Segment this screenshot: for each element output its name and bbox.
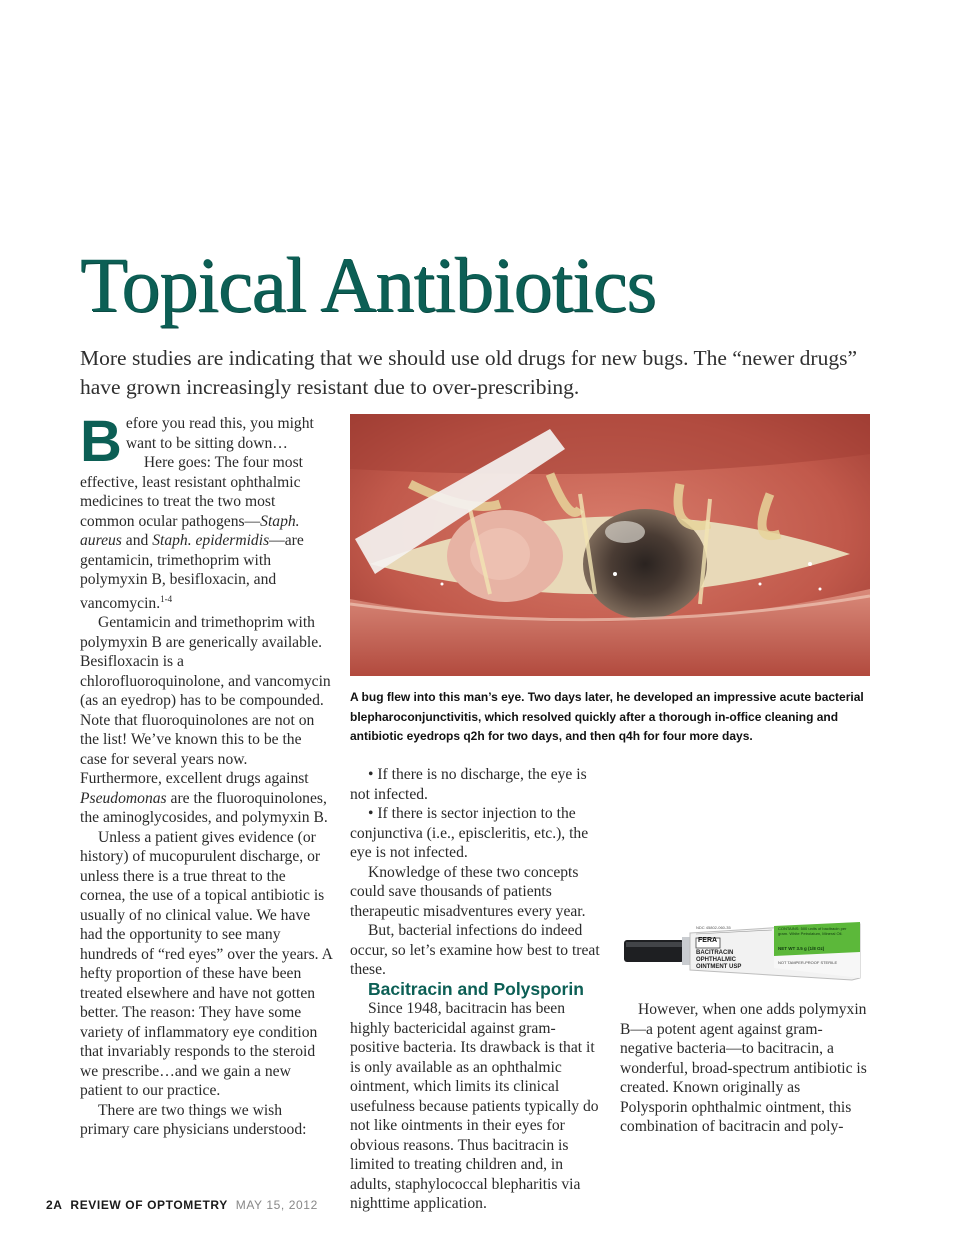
- tube-contains-text: CONTAINS: 500 units of bacitracin per gram. White Petrolatum, Mineral Oil.: [778, 926, 847, 936]
- blepharoconjunctivitis-image: [350, 414, 870, 676]
- pseudomonas-term: Pseudomonas: [80, 789, 167, 807]
- article-deck: More studies are indicating that we should use old drugs for new bugs. The “newer drugs” have grown increasingly resistant due to over-prescribing.: [80, 346, 858, 399]
- page-number: 2A: [46, 1198, 63, 1212]
- generics-text-end: are the fluoroquinolones, the aminoglycosides, and polymyxin B.: [80, 789, 328, 827]
- bullet-sector-injection: • If there is sector injection to the conjunctiva (i.e., episcleritis, etc.), the eye is not infected.: [350, 805, 589, 861]
- paragraph-two-things: There are two things we wish primary care physicians understood:: [80, 1101, 307, 1139]
- paragraph-bacitracin: Since 1948, bacitracin has been highly bactericidal against gram-positive bacteria. Its drawback is that it is only available as an ophthalmic ointment, which limits its clinical usefulness because patients typically do not like ointments in their eyes for obvious reasons. Thus bacitracin is limited to treating children and, in adults, staphylococcal blepharitis via nighttime application.: [350, 1000, 599, 1212]
- body-column-1: [80, 409, 333, 1140]
- tube-sterile-text: NOT TAMPER-PROOF STERILE: [778, 960, 838, 965]
- paragraph-generics: [80, 613, 332, 828]
- paragraph-knowledge: Knowledge of these two concepts could save thousands of patients therapeutic misadventures every year.: [350, 863, 586, 920]
- body-column-2: [350, 765, 602, 1214]
- paragraph-red-eyes: Unless a patient gives evidence (or history) of mucopurulent discharge, or unless there is a true threat to the cornea, the use of a topical antibiotic is usually of no clinical value. We have had the opportunity to see many hundreds of “red eyes” over the years. A hefty proportion of these have been treated elsewhere and have not gotten better. The reason: They have some variety of inflammatory eye condition that invariably responds to the steroid we prescribe…and we gain a new patient to our practice.: [80, 828, 333, 1100]
- bacitracin-tube-image: [624, 918, 864, 988]
- paragraph-intro: [80, 409, 332, 474]
- paragraph-polysporin: However, when one adds polymyxin B—a potent agent against gram-negative bacteria—to bacitracin, a wonderful, broad-spectrum antibiotic is created. Known originally as Polysporin ophthalmic ointment, this combination of bacitracin and poly-: [620, 1001, 867, 1135]
- intro-text: efore you read this, you might want to be sitting down…: [125, 415, 314, 452]
- photo-caption: A bug flew into this man’s eye. Two days later, he developed an impressive acute bacterial blepharoconjunctivitis, which resolved quickly after a thorough in-office cleaning and antibiotic eyedrops q2h for two days, and then q4h for four more days.: [350, 690, 864, 743]
- tube-net-weight-text: NET WT 3.5 g (1/8 Oz): [778, 946, 825, 951]
- issue-date: MAY 15, 2012: [235, 1198, 318, 1212]
- paragraph-examine: But, bacterial infections do indeed occur, so let’s examine how best to treat these.: [350, 922, 600, 978]
- pathogens-text-c: —are gentamicin, trimethoprim with polymyxin B, besifloxacin, and vancomycin.: [80, 532, 304, 612]
- staph-epidermidis-term: Staph. epidermidis: [152, 532, 270, 549]
- generics-text: Gentamicin and trimethoprim with polymyxin B are generically available. Besifloxacin is a chlorofluoroquinolone, and vancomycin (as an eyedrop) has to be compounded. Note that fluoroquinolones are not on the list! We’ve known this to be the case for several years now. Furthermore, excellent drugs against: [80, 614, 331, 788]
- tube-ndc-text: NDC 45802-060-35: [696, 925, 731, 930]
- page-footer: [46, 1198, 318, 1212]
- bullet-no-discharge: • If there is no discharge, the eye is not infected.: [350, 766, 587, 803]
- tube-product-text: BACITRACIN OPHTHALMIC OINTMENT USP: [696, 950, 742, 970]
- publication-name: REVIEW OF OPTOMETRY: [70, 1198, 228, 1212]
- subhead-bacitracin: Bacitracin and Polysporin: [368, 978, 584, 999]
- pathogens-text-b: and: [121, 532, 153, 549]
- body-column-3: [620, 1000, 868, 1137]
- tube-brand-text: FERA: [698, 937, 718, 944]
- paragraph-pathogens: [80, 453, 332, 613]
- article-title: Topical Antibiotics: [80, 241, 656, 328]
- drop-cap: B: [80, 409, 122, 474]
- pathogens-text-a: Here goes: The four most effective, least resistant ophthalmic medicines to treat the two most common ocular pathogens—: [80, 454, 303, 530]
- reference-superscript: 1-4: [160, 593, 173, 604]
- eye-photo: [350, 414, 870, 676]
- staph-aureus-term: Staph. aureus: [80, 512, 300, 549]
